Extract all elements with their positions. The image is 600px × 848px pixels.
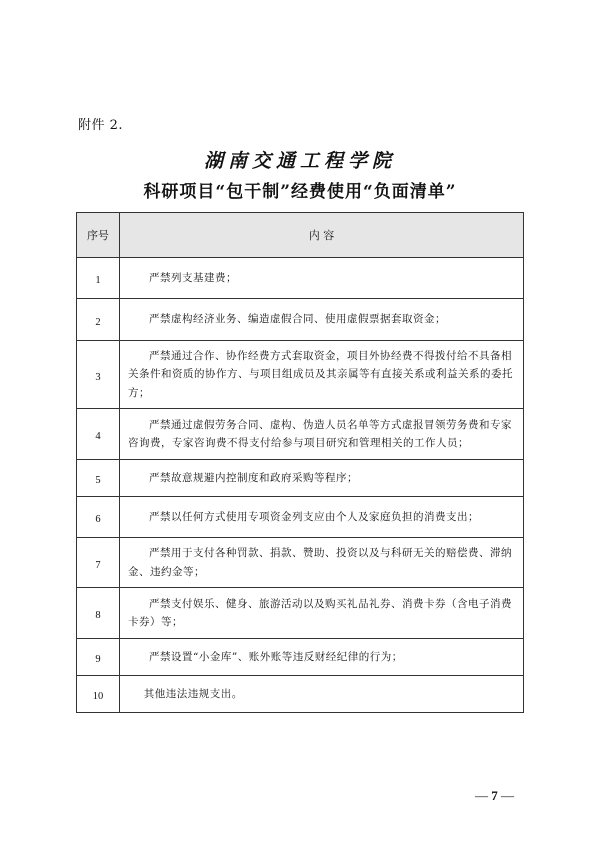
row-content: 严禁通过虚假劳务合同、虚构、伪造人员名单等方式虚报冒领劳务费和专家咨询费，专家咨询费不得支付给参与项目研究和管理相关的工作人员；	[120, 409, 524, 460]
row-content: 严禁设置“小金库”、账外账等违反财经纪律的行为；	[120, 639, 524, 676]
row-number: 1	[77, 258, 120, 299]
row-content: 严禁以任何方式使用专项资金列支应由个人及家庭负担的消费支出；	[120, 497, 524, 538]
table-row	[77, 676, 524, 713]
row-number: 5	[77, 460, 120, 497]
column-header-content: 内 容	[120, 213, 524, 258]
row-content: 严禁列支基建费；	[120, 258, 524, 299]
row-content: 严禁故意规避内控制度和政府采购等程序；	[120, 460, 524, 497]
row-number: 3	[77, 341, 120, 409]
row-number: 2	[77, 299, 120, 341]
table-row	[77, 409, 524, 460]
row-number: 10	[77, 676, 120, 713]
table-row	[77, 460, 524, 497]
row-number: 6	[77, 497, 120, 538]
negative-list-table	[76, 212, 524, 713]
column-header-number: 序号	[77, 213, 120, 258]
page-footer	[475, 788, 514, 804]
row-content: 严禁支付娱乐、健身、旅游活动以及购买礼品礼券、消费卡券（含电子消费卡券）等；	[120, 588, 524, 639]
document-title: 科研项目“包干制”经费使用“负面清单”	[143, 182, 457, 202]
table-row	[77, 341, 524, 409]
row-number: 9	[77, 639, 120, 676]
row-number: 7	[77, 538, 120, 588]
row-content: 严禁虚构经济业务、编造虚假合同、使用虚假票据套取资金；	[120, 299, 524, 341]
table-row	[77, 497, 524, 538]
attachment-label: 附件 2.	[78, 118, 124, 133]
table-row	[77, 258, 524, 299]
table-row	[77, 538, 524, 588]
row-content: 其他违法违规支出。	[120, 676, 524, 713]
page-number: 7	[491, 788, 498, 803]
row-content: 严禁用于支付各种罚款、捐款、赞助、投资以及与科研无关的赔偿费、滞纳金、违约金等；	[120, 538, 524, 588]
footer-dash-left: —	[475, 788, 488, 803]
table-header-row	[77, 213, 524, 258]
institution-name: 湖南交通工程学院	[203, 150, 396, 172]
table-row	[77, 299, 524, 341]
row-content: 严禁通过合作、协作经费方式套取资金，项目外协经费不得拨付给不具备相关条件和资质的协作方、与项目组成员及其亲属等有直接关系或利益关系的委托方；	[120, 341, 524, 409]
table-row	[77, 639, 524, 676]
table-row	[77, 588, 524, 639]
row-number: 8	[77, 588, 120, 639]
row-number: 4	[77, 409, 120, 460]
footer-dash-right: —	[501, 788, 514, 803]
